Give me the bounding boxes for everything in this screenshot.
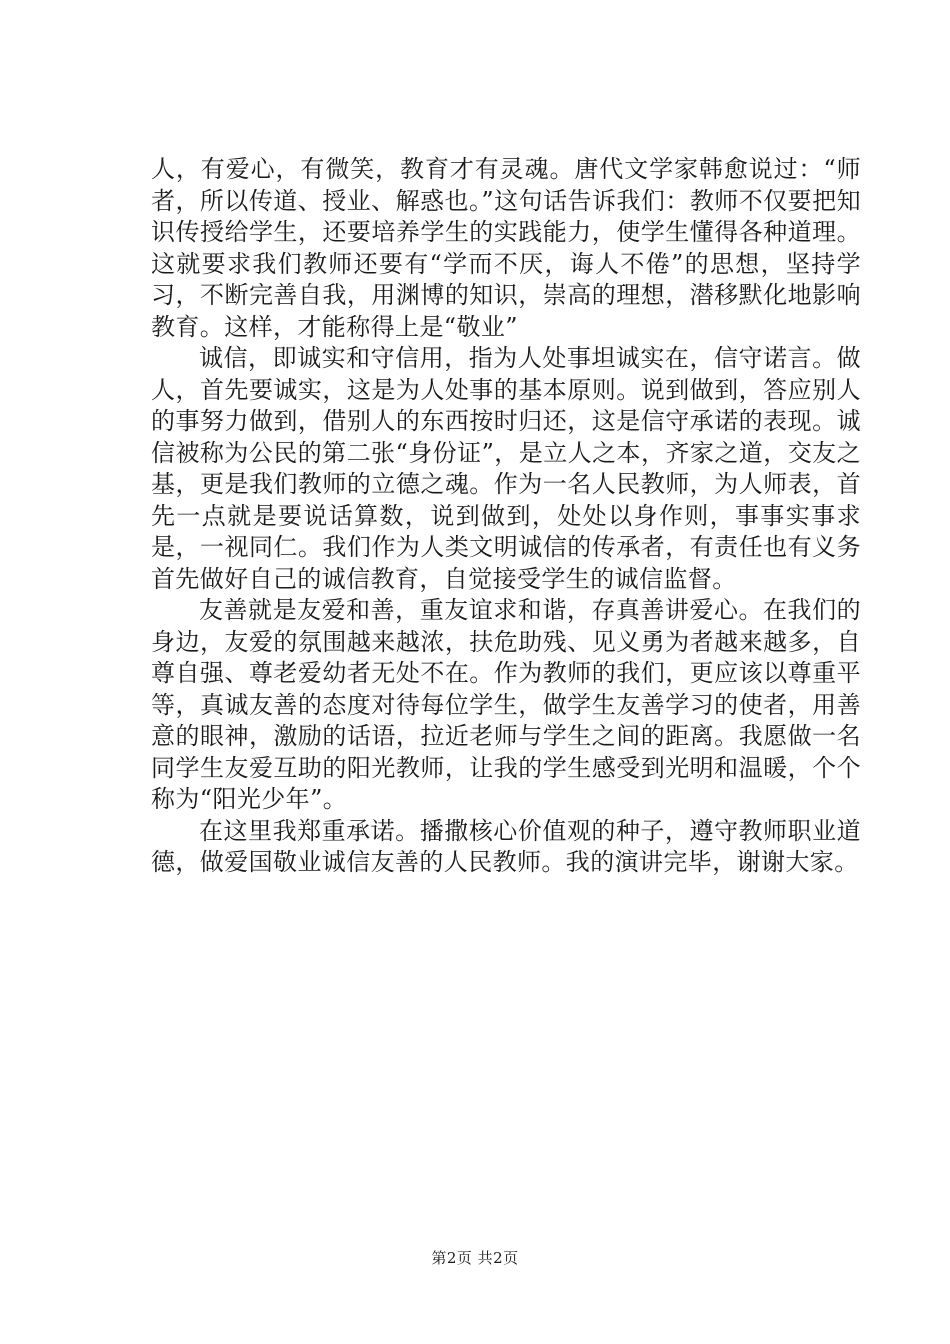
paragraph-2: 诚信，即诚实和守信用，指为人处事坦诚实在，信守诺言。做人，首先要诚实，这是为人处事的基本原则。说到做到，答应别人的事努力做到，借别人的东西按时归还，这是信守承诺的表现。诚信被称为公民的第二张“身份证”，是立人之本，齐家之道，交友之基，更是我们教师的立德之魂。作为一名人民教师，为人师表，首先一点就是要说话算数，说到做到，处处以身作则，事事实事求是，一视同仁。我们作为人类文明诚信的传承者，有责任也有义务首先做好自己的诚信教育，自觉接受学生的诚信监督。 [151,344,861,593]
paragraph-3: 友善就是友爱和善，重友谊求和谐，存真善讲爱心。在我们的身边，友爱的氛围越来越浓，扶危助残、见义勇为者越来越多，自尊自强、尊老爱幼者无处不在。作为教师的我们，更应该以尊重平等，真诚友善的态度对待每位学生，做学生友善学习的使者，用善意的眼神，激励的话语，拉近老师与学生之间的距离。我愿做一名同学生友爱互助的阳光教师，让我的学生感受到光明和温暖，个个称为“阳光少年”。 [151,596,861,813]
paragraph-4: 在这里我郑重承诺。播撒核心价值观的种子，遵守教师职业道德，做爱国敬业诚信友善的人民教师。我的演讲完毕，谢谢大家。 [151,816,861,876]
paragraph-1: 人，有爱心，有微笑，教育才有灵魂。唐代文学家韩愈说过：“师者，所以传道、授业、解惑也。”这句话告诉我们：教师不仅要把知识传授给学生，还要培养学生的实践能力，使学生懂得各种道理。这就要求我们教师还要有“学而不厌，诲人不倦”的思想，坚持学习，不断完善自我，用渊博的知识，崇高的理想，潜移默化地影响教育。这样，才能称得上是“敬业” [151,155,861,341]
page-number-footer: 第2页 共2页 [431,1249,519,1267]
document-body [151,154,861,879]
